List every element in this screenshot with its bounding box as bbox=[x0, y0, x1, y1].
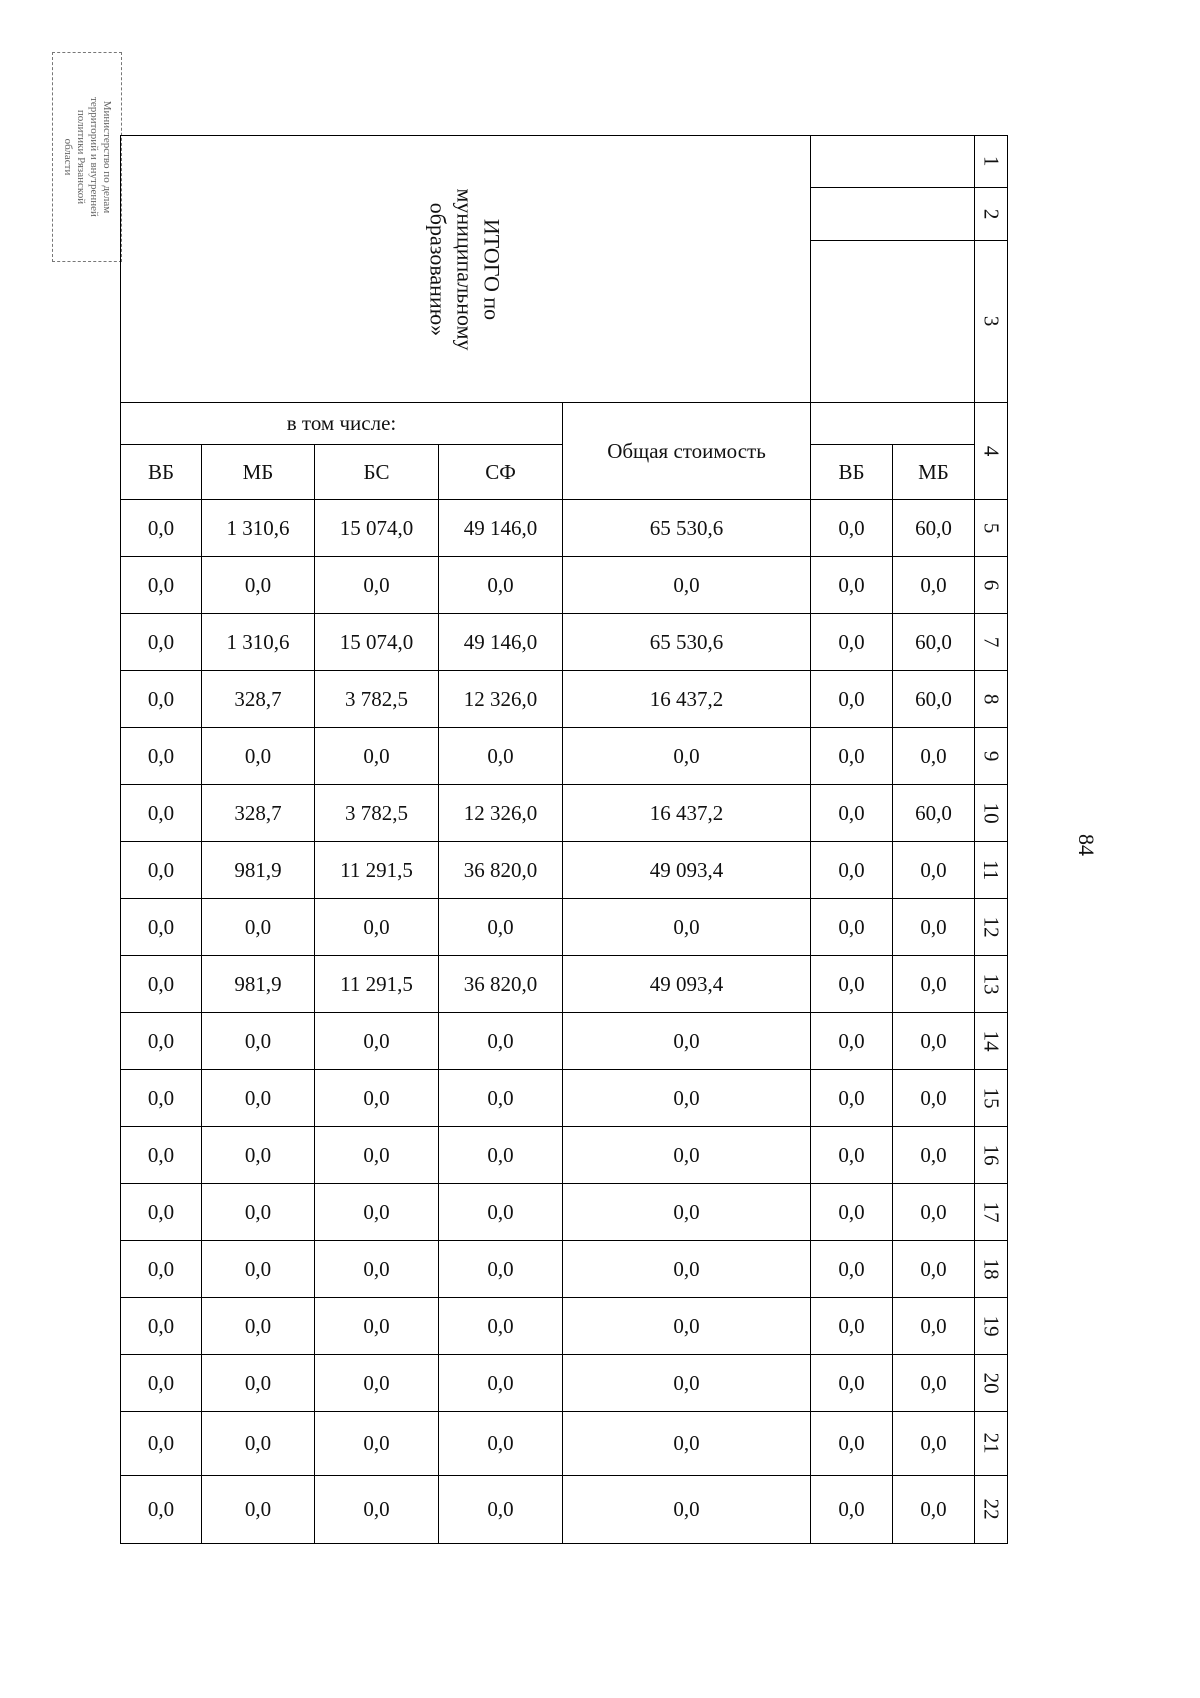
cell-vb2: 0,0 bbox=[811, 500, 893, 557]
cell-vb: 0,0 bbox=[121, 1070, 202, 1127]
cell-bs: 3 782,5 bbox=[315, 785, 439, 842]
cell-mb: 0,0 bbox=[202, 1412, 315, 1476]
blank-cell bbox=[811, 403, 975, 445]
cell-mb: 981,9 bbox=[202, 956, 315, 1013]
cell-total: 16 437,2 bbox=[563, 785, 811, 842]
cell-mb2: 60,0 bbox=[893, 671, 975, 728]
cell-vb: 0,0 bbox=[121, 842, 202, 899]
row-number: 7 bbox=[975, 614, 1008, 671]
table-row bbox=[121, 899, 1008, 956]
cell-vb: 0,0 bbox=[121, 728, 202, 785]
cell-bs: 0,0 bbox=[315, 1127, 439, 1184]
header-mb: МБ bbox=[202, 445, 315, 500]
cell-mb: 0,0 bbox=[202, 1241, 315, 1298]
cell-mb: 328,7 bbox=[202, 785, 315, 842]
cell-mb2: 60,0 bbox=[893, 614, 975, 671]
cell-vb: 0,0 bbox=[121, 1241, 202, 1298]
row-number: 12 bbox=[975, 899, 1008, 956]
table-row bbox=[121, 1070, 1008, 1127]
cell-vb2: 0,0 bbox=[811, 1013, 893, 1070]
table-row bbox=[121, 1184, 1008, 1241]
cell-vb2: 0,0 bbox=[811, 1298, 893, 1355]
cell-sf: 0,0 bbox=[439, 728, 563, 785]
header-bs: БС bbox=[315, 445, 439, 500]
header-mb-2: МБ bbox=[893, 445, 975, 500]
cell-total: 0,0 bbox=[563, 557, 811, 614]
cell-vb: 0,0 bbox=[121, 500, 202, 557]
row-number: 6 bbox=[975, 557, 1008, 614]
cell-vb2: 0,0 bbox=[811, 1184, 893, 1241]
row-number: 16 bbox=[975, 1127, 1008, 1184]
cell-mb2: 0,0 bbox=[893, 1241, 975, 1298]
row-number: 20 bbox=[975, 1355, 1008, 1412]
header-vb-2: ВБ bbox=[811, 445, 893, 500]
cell-vb2: 0,0 bbox=[811, 1127, 893, 1184]
cell-mb: 0,0 bbox=[202, 1184, 315, 1241]
cell-vb2: 0,0 bbox=[811, 899, 893, 956]
cell-vb2: 0,0 bbox=[811, 614, 893, 671]
cell-bs: 11 291,5 bbox=[315, 842, 439, 899]
cell-bs: 0,0 bbox=[315, 1298, 439, 1355]
row-number: 18 bbox=[975, 1241, 1008, 1298]
cell-sf: 12 326,0 bbox=[439, 785, 563, 842]
cell-total: 0,0 bbox=[563, 1184, 811, 1241]
cell-total: 49 093,4 bbox=[563, 842, 811, 899]
column-number: 2 bbox=[975, 188, 1008, 241]
cell-sf: 12 326,0 bbox=[439, 671, 563, 728]
cell-sf: 36 820,0 bbox=[439, 842, 563, 899]
cell-total: 0,0 bbox=[563, 1476, 811, 1544]
table-row bbox=[121, 1013, 1008, 1070]
cell-bs: 0,0 bbox=[315, 1241, 439, 1298]
cell-mb: 0,0 bbox=[202, 1355, 315, 1412]
cell-total: 0,0 bbox=[563, 1355, 811, 1412]
cell-mb: 981,9 bbox=[202, 842, 315, 899]
cell-total: 0,0 bbox=[563, 1412, 811, 1476]
cell-mb2: 60,0 bbox=[893, 785, 975, 842]
header-sf: СФ bbox=[439, 445, 563, 500]
row-number: 10 bbox=[975, 785, 1008, 842]
row-number: 8 bbox=[975, 671, 1008, 728]
row-number: 17 bbox=[975, 1184, 1008, 1241]
cell-sf: 0,0 bbox=[439, 1355, 563, 1412]
header-vb: ВБ bbox=[121, 445, 202, 500]
cell-vb: 0,0 bbox=[121, 671, 202, 728]
cell-mb2: 0,0 bbox=[893, 1013, 975, 1070]
cell-vb: 0,0 bbox=[121, 1298, 202, 1355]
cell-mb2: 60,0 bbox=[893, 500, 975, 557]
total-label-cell: ИТОГО по муниципальному образованию» bbox=[121, 136, 811, 403]
column-number: 1 bbox=[975, 136, 1008, 188]
row-number: 9 bbox=[975, 728, 1008, 785]
cell-sf: 0,0 bbox=[439, 1127, 563, 1184]
cell-total: 0,0 bbox=[563, 899, 811, 956]
cell-mb2: 0,0 bbox=[893, 1298, 975, 1355]
row-number: 5 bbox=[975, 500, 1008, 557]
cell-vb: 0,0 bbox=[121, 1127, 202, 1184]
table-row bbox=[121, 728, 1008, 785]
table-row bbox=[121, 671, 1008, 728]
cell-total: 16 437,2 bbox=[563, 671, 811, 728]
cell-total: 0,0 bbox=[563, 1013, 811, 1070]
cell-vb2: 0,0 bbox=[811, 1476, 893, 1544]
cell-mb2: 0,0 bbox=[893, 1184, 975, 1241]
cell-mb2: 0,0 bbox=[893, 728, 975, 785]
row-number: 14 bbox=[975, 1013, 1008, 1070]
cell-vb2: 0,0 bbox=[811, 842, 893, 899]
cell-sf: 0,0 bbox=[439, 1476, 563, 1544]
cell-vb: 0,0 bbox=[121, 1355, 202, 1412]
cell-mb2: 0,0 bbox=[893, 1127, 975, 1184]
cell-vb2: 0,0 bbox=[811, 1355, 893, 1412]
table-row bbox=[121, 956, 1008, 1013]
cell-sf: 36 820,0 bbox=[439, 956, 563, 1013]
cell-sf: 0,0 bbox=[439, 899, 563, 956]
cell-bs: 0,0 bbox=[315, 1184, 439, 1241]
cell-bs: 3 782,5 bbox=[315, 671, 439, 728]
cell-bs: 11 291,5 bbox=[315, 956, 439, 1013]
row-number: 11 bbox=[975, 842, 1008, 899]
cell-mb: 0,0 bbox=[202, 1013, 315, 1070]
cell-mb: 0,0 bbox=[202, 1298, 315, 1355]
cell-sf: 0,0 bbox=[439, 557, 563, 614]
cell-bs: 0,0 bbox=[315, 557, 439, 614]
registration-stamp bbox=[52, 52, 122, 262]
cell-sf: 0,0 bbox=[439, 1184, 563, 1241]
cell-mb2: 0,0 bbox=[893, 557, 975, 614]
cell-total: 0,0 bbox=[563, 1298, 811, 1355]
column-number: 4 bbox=[975, 403, 1008, 500]
cell-vb2: 0,0 bbox=[811, 728, 893, 785]
cell-total: 0,0 bbox=[563, 728, 811, 785]
row-number: 13 bbox=[975, 956, 1008, 1013]
cell-mb2: 0,0 bbox=[893, 1412, 975, 1476]
table-row bbox=[121, 842, 1008, 899]
cell-vb: 0,0 bbox=[121, 956, 202, 1013]
cell-mb2: 0,0 bbox=[893, 1476, 975, 1544]
cell-vb2: 0,0 bbox=[811, 671, 893, 728]
table-row bbox=[121, 1476, 1008, 1544]
cell-total: 0,0 bbox=[563, 1070, 811, 1127]
cell-bs: 0,0 bbox=[315, 1412, 439, 1476]
cell-vb2: 0,0 bbox=[811, 956, 893, 1013]
cell-total: 0,0 bbox=[563, 1127, 811, 1184]
cell-bs: 0,0 bbox=[315, 728, 439, 785]
table-row bbox=[121, 1298, 1008, 1355]
cell-vb: 0,0 bbox=[121, 899, 202, 956]
column-number: 3 bbox=[975, 241, 1008, 403]
cell-total: 49 093,4 bbox=[563, 956, 811, 1013]
cell-vb: 0,0 bbox=[121, 614, 202, 671]
cell-bs: 0,0 bbox=[315, 1070, 439, 1127]
cell-mb2: 0,0 bbox=[893, 1355, 975, 1412]
page-number: 84 bbox=[1074, 834, 1099, 856]
cell-bs: 0,0 bbox=[315, 1355, 439, 1412]
row-number: 22 bbox=[975, 1476, 1008, 1544]
cell-vb2: 0,0 bbox=[811, 1241, 893, 1298]
stamp-text: Министерство по делам территорий и внутренней политики Рязанской области bbox=[62, 97, 113, 217]
budget-table bbox=[120, 135, 1008, 1544]
cell-vb2: 0,0 bbox=[811, 1070, 893, 1127]
table-row bbox=[121, 785, 1008, 842]
cell-sf: 0,0 bbox=[439, 1070, 563, 1127]
cell-sf: 0,0 bbox=[439, 1013, 563, 1070]
table-row bbox=[121, 614, 1008, 671]
cell-bs: 15 074,0 bbox=[315, 614, 439, 671]
cell-mb2: 0,0 bbox=[893, 956, 975, 1013]
cell-sf: 0,0 bbox=[439, 1412, 563, 1476]
cell-vb2: 0,0 bbox=[811, 1412, 893, 1476]
table-row bbox=[121, 1241, 1008, 1298]
cell-mb: 0,0 bbox=[202, 557, 315, 614]
cell-mb2: 0,0 bbox=[893, 1070, 975, 1127]
cell-sf: 0,0 bbox=[439, 1298, 563, 1355]
row-number: 21 bbox=[975, 1412, 1008, 1476]
cell-bs: 15 074,0 bbox=[315, 500, 439, 557]
cell-mb: 0,0 bbox=[202, 899, 315, 956]
cell-vb: 0,0 bbox=[121, 785, 202, 842]
table-row bbox=[121, 1127, 1008, 1184]
cell-sf: 49 146,0 bbox=[439, 500, 563, 557]
total-cost-header: Общая стоимость bbox=[563, 403, 811, 500]
cell-total: 65 530,6 bbox=[563, 500, 811, 557]
row-number: 15 bbox=[975, 1070, 1008, 1127]
cell-bs: 0,0 bbox=[315, 1476, 439, 1544]
sub-header: в том числе: bbox=[121, 403, 563, 445]
cell-total: 65 530,6 bbox=[563, 614, 811, 671]
cell-total: 0,0 bbox=[563, 1241, 811, 1298]
blank-cell bbox=[811, 136, 975, 188]
cell-bs: 0,0 bbox=[315, 899, 439, 956]
cell-mb: 1 310,6 bbox=[202, 500, 315, 557]
cell-mb: 0,0 bbox=[202, 1476, 315, 1544]
cell-bs: 0,0 bbox=[315, 1013, 439, 1070]
cell-mb: 0,0 bbox=[202, 1070, 315, 1127]
cell-vb: 0,0 bbox=[121, 1013, 202, 1070]
cell-mb: 0,0 bbox=[202, 1127, 315, 1184]
cell-vb2: 0,0 bbox=[811, 785, 893, 842]
cell-sf: 0,0 bbox=[439, 1241, 563, 1298]
cell-sf: 49 146,0 bbox=[439, 614, 563, 671]
cell-mb: 1 310,6 bbox=[202, 614, 315, 671]
blank-cell bbox=[811, 241, 975, 403]
cell-vb: 0,0 bbox=[121, 557, 202, 614]
table-row bbox=[121, 557, 1008, 614]
table-row bbox=[121, 1412, 1008, 1476]
cell-mb: 0,0 bbox=[202, 728, 315, 785]
blank-cell bbox=[811, 188, 975, 241]
cell-mb2: 0,0 bbox=[893, 899, 975, 956]
cell-vb: 0,0 bbox=[121, 1184, 202, 1241]
cell-mb2: 0,0 bbox=[893, 842, 975, 899]
table-row bbox=[121, 1355, 1008, 1412]
cell-mb: 328,7 bbox=[202, 671, 315, 728]
table-row bbox=[121, 500, 1008, 557]
cell-vb: 0,0 bbox=[121, 1412, 202, 1476]
row-number: 19 bbox=[975, 1298, 1008, 1355]
cell-vb: 0,0 bbox=[121, 1476, 202, 1544]
cell-vb2: 0,0 bbox=[811, 557, 893, 614]
